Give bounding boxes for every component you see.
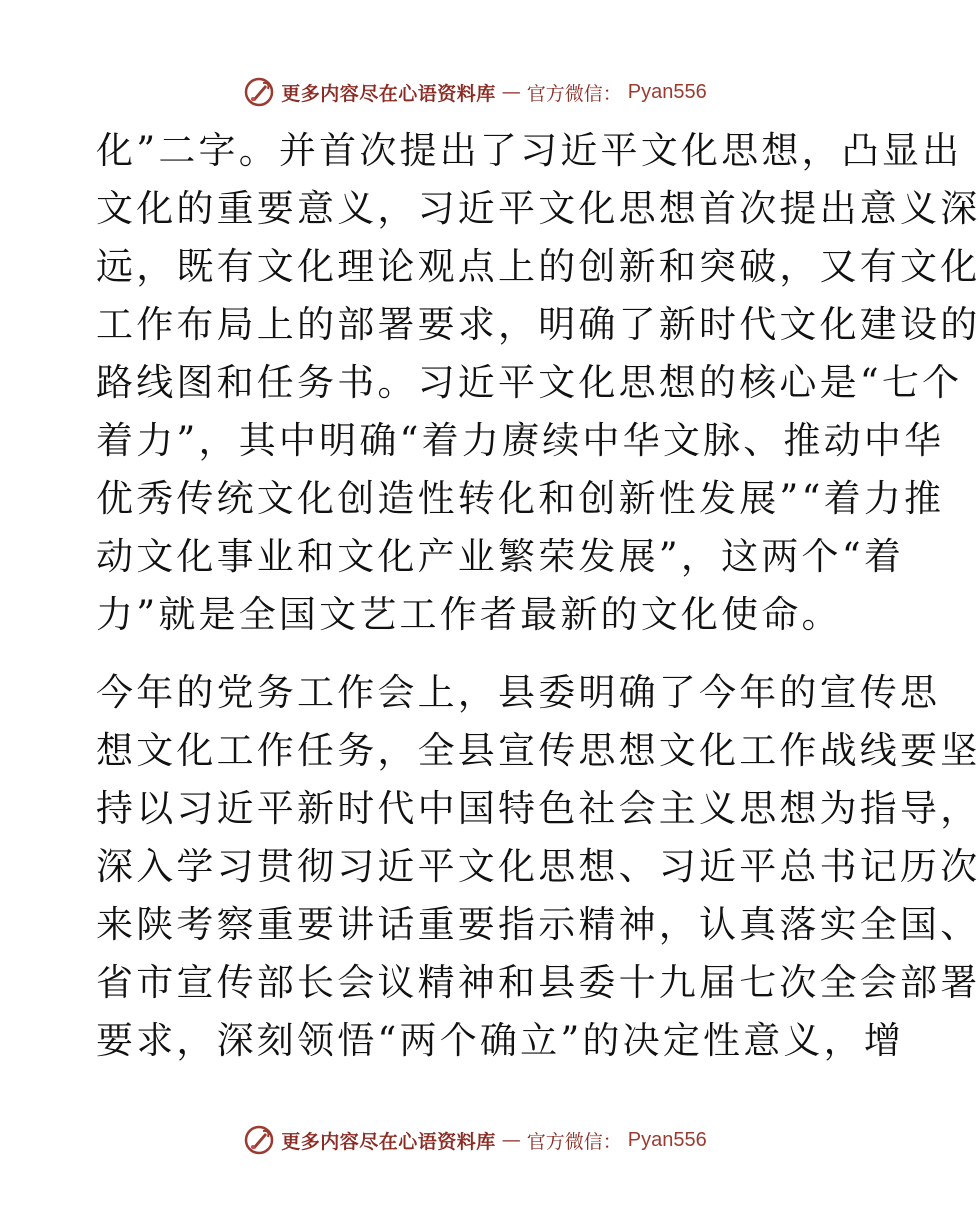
banner-dash: — [501, 1129, 521, 1151]
banner-wechat-handle: Pyan556 [627, 80, 707, 103]
document-body [96, 122, 980, 1070]
text-line: 深入学习贯彻习近平文化思想、习近平总书记历次 [96, 845, 980, 888]
banner-wechat-handle: Pyan556 [627, 1128, 707, 1151]
banner-wechat-label: 官方微信： [526, 82, 622, 105]
text-line: 远，既有文化理论观点上的创新和突破，又有文化 [96, 245, 980, 288]
paragraph-gap [96, 644, 856, 664]
banner-dash: — [501, 81, 521, 103]
text-line: 文化的重要意义，习近平文化思想首次提出意义深 [96, 187, 980, 230]
text-line: 优秀传统文化创造性转化和创新性发展”“着力推 [96, 477, 945, 520]
text-line: 省市宣传部长会议精神和县委十九届七次全会部署 [96, 961, 980, 1004]
text-line: 来陕考察重要讲话重要指示精神，认真落实全国、 [96, 903, 980, 946]
feather-pen-logo-icon [243, 76, 275, 108]
banner-brand-text: 更多内容尽在心语资料库 [281, 1130, 496, 1153]
banner-brand-text: 更多内容尽在心语资料库 [281, 82, 496, 105]
banner-wechat-label: 官方微信： [526, 1130, 622, 1153]
text-line: 力”就是全国文艺工作者最新的文化使命。 [96, 593, 842, 636]
footer-banner [0, 1120, 950, 1160]
text-line: 化”二字。并首次提出了习近平文化思想，凸显出 [96, 129, 963, 172]
paragraph-1 [96, 122, 980, 644]
text-line: 想文化工作任务，全县宣传思想文化工作战线要坚 [96, 729, 980, 772]
text-line: 路线图和任务书。习近平文化思想的核心是“七个 [96, 361, 963, 404]
paragraph-2 [96, 664, 980, 1070]
text-line: 着力”，其中明确“着力赓续中华文脉、推动中华 [96, 419, 945, 462]
feather-pen-logo-icon [243, 1124, 275, 1156]
text-line: 动文化事业和文化产业繁荣发展”，这两个“着 [96, 535, 905, 578]
text-line: 工作布局上的部署要求，明确了新时代文化建设的 [96, 303, 980, 346]
header-banner [0, 72, 950, 112]
text-line: 持以习近平新时代中国特色社会主义思想为指导， [96, 787, 980, 830]
text-line: 今年的党务工作会上，县委明确了今年的宣传思 [96, 671, 941, 714]
text-line: 要求，深刻领悟“两个确立”的决定性意义，增 [96, 1019, 905, 1062]
